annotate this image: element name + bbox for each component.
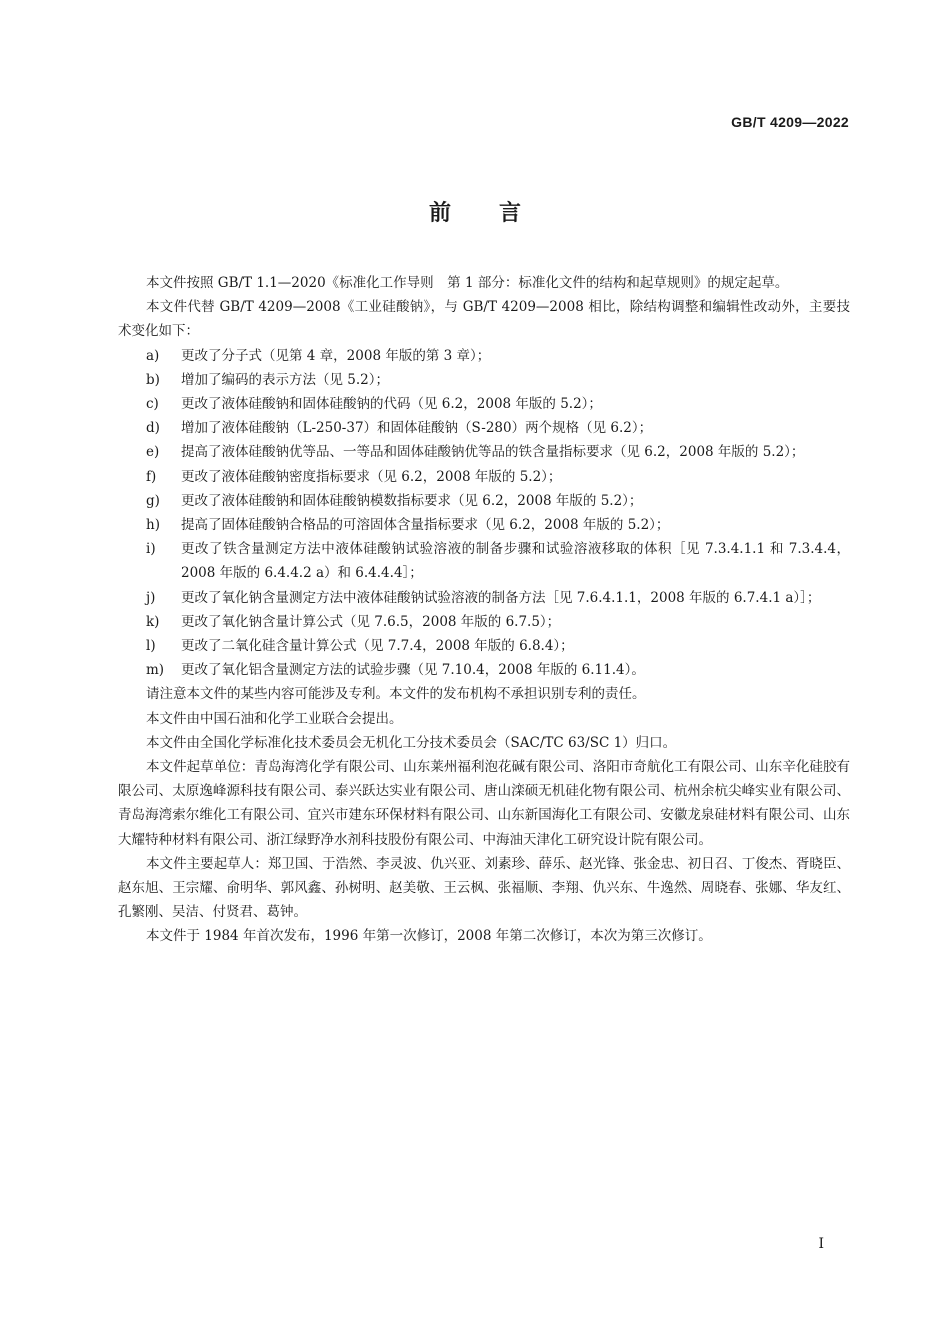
item-text: 更改了二氧化硅含量计算公式（见 7.7.4，2008 年版的 6.8.4）； [181,638,574,655]
item-text: 更改了液体硅酸钠和固体硅酸钠模数指标要求（见 6.2，2008 年版的 5.2）； [181,492,643,509]
centralized-unit-paragraph: 本文件由全国化学标准化技术委员会无机化工分技术委员会（SAC/TC 63/SC 1）归口。 [146,734,677,751]
item-text: 更改了液体硅酸钠密度指标要求（见 6.2，2008 年版的 5.2）； [181,468,562,485]
item-text: 更改了氧化钠含量测定方法中液体硅酸钠试验溶液的制备方法［见 7.6.4.1.1，2008 年版的 6.7.4.1 a）］； [181,589,821,606]
item-marker: e) [146,444,160,461]
item-marker: h) [146,517,160,534]
change-item [118,392,850,416]
item-text: 提高了固体硅酸钠合格品的可溶固体含量指标要求（见 6.2，2008 年版的 5.2）； [181,517,670,534]
item-text: 增加了编码的表示方法（见 5.2）； [181,371,390,388]
page-title: 前言 [428,201,569,226]
item-marker: m) [146,662,165,679]
change-item [118,537,850,585]
patent-notice: 请注意本文件的某些内容可能涉及专利。本文件的发布机构不承担识别专利的责任。 [146,686,646,703]
change-item [118,658,850,682]
standard-code: GB/T 4209—2022 [731,114,849,130]
drafters-paragraph: 本文件主要起草人：郑卫国、于浩然、李灵波、仇兴亚、刘素珍、薛乐、赵光锋、张金忠、初日召、丁俊杰、胥晓臣、赵东旭、王宗耀、俞明华、郭风鑫、孙树明、赵美敬、王云枫、张福顺、李翔、仇兴东、牛逸然、周晓春、张娜、华友红、孔繁刚、吴洁、付贤君、葛钟。 [118,855,850,921]
change-item [118,344,850,368]
item-marker: d) [146,420,160,437]
item-text: 更改了铁含量测定方法中液体硅酸钠试验溶液的制备步骤和试验溶液移取的体积［见 7.3.4.1.1 和 7.3.4.4，2008 年版的 6.4.4.2 a）和 6.4.4.4］； [181,541,850,582]
item-marker: a) [146,347,160,364]
item-marker: j) [146,589,156,606]
change-item [118,586,850,610]
change-item [118,610,850,634]
item-marker: k) [146,613,160,630]
item-text: 增加了液体硅酸钠（L-250-37）和固体硅酸钠（S-280）两个规格（见 6.2）； [181,420,653,437]
document-body [118,271,850,949]
change-item [118,416,850,440]
intro-paragraph: 本文件按照 GB/T 1.1—2020《标准化工作导则 第 1 部分：标准化文件的结构和起草规则》的规定起草。 [146,275,789,291]
drafting-units-paragraph: 本文件起草单位：青岛海湾化学有限公司、山东莱州福利泡花碱有限公司、洛阳市奇航化工有限公司、山东辛化硅胶有限公司、太原逸峰源科技有限公司、泰兴跃达实业有限公司、唐山滦硕无机硅化物有限公司、杭州余杭尖峰实业有限公司、青岛海湾索尔维化工有限公司、宜兴市建东环保材料有限公司、山东新国海化工有限公司、安徽龙泉硅材料有限公司、山东大耀特种材料有限公司、浙江绿野净水剂科技股份有限公司、中海油天津化工研究设计院有限公司。 [118,759,850,848]
item-text: 更改了氧化铝含量测定方法的试验步骤（见 7.10.4，2008 年版的 6.11.4）。 [181,662,645,679]
change-item [118,465,850,489]
item-marker: f) [146,468,157,485]
item-marker: b) [146,371,160,388]
item-marker: l) [146,638,156,655]
history-paragraph: 本文件于 1984 年首次发布，1996 年第一次修订，2008 年第二次修订，本次为第三次修订。 [146,928,712,945]
change-item [118,440,850,464]
page-number: I [818,1236,824,1252]
item-text: 提高了液体硅酸钠优等品、一等品和固体硅酸钠优等品的铁含量指标要求（见 6.2，2008 年版的 5.2）； [181,444,805,461]
item-text: 更改了氧化钠含量计算公式（见 7.6.5，2008 年版的 6.7.5）； [181,613,561,630]
item-text: 更改了分子式（见第 4 章，2008 年版的第 3 章）； [181,347,491,364]
proposer-paragraph: 本文件由中国石油和化学工业联合会提出。 [146,710,403,727]
change-item [118,634,850,658]
change-item [118,513,850,537]
change-item [118,368,850,392]
item-marker: i) [146,541,156,558]
item-marker: c) [146,396,159,413]
item-text: 更改了液体硅酸钠和固体硅酸钠的代码（见 6.2，2008 年版的 5.2）； [181,396,602,413]
intro-paragraph: 本文件代替 GB/T 4209—2008《工业硅酸钠》，与 GB/T 4209—2008 相比，除结构调整和编辑性改动外，主要技术变化如下： [118,299,850,340]
change-item [118,489,850,513]
item-marker: g) [146,492,160,509]
